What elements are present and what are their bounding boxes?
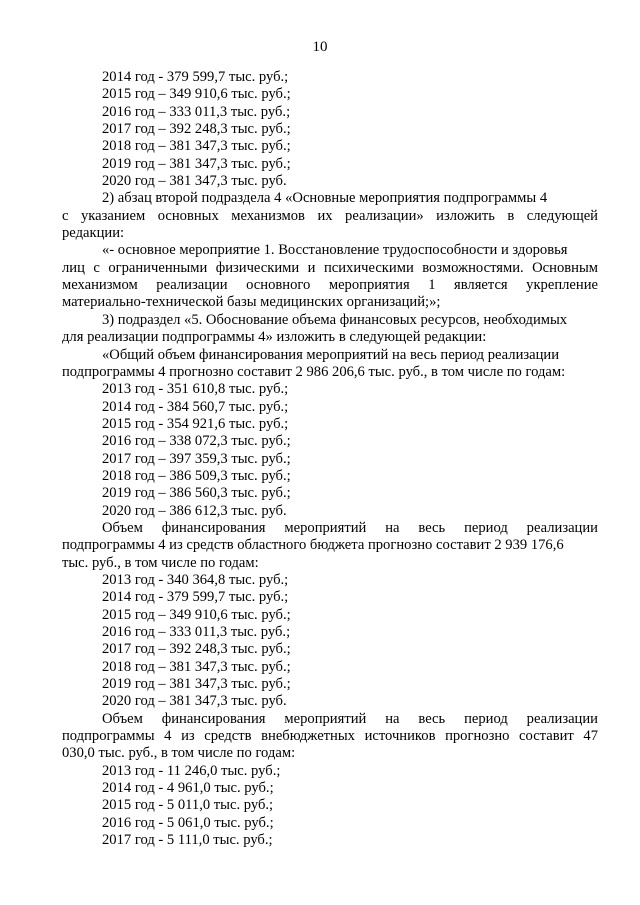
text-line: материально-технической базы медицинских организаций;»; [62,294,441,311]
text-line: с указанием основных механизмов их реализации» изложить в следующей [62,207,598,224]
text-line: подпрограммы 4 из средств областного бюджета прогнозно составит 2 939 176,6 [62,537,564,554]
text-line: 2013 год - 340 364,8 тыс. руб.; [102,571,289,588]
text-line: 2015 год - 354 921,6 тыс. руб.; [102,415,289,432]
text-line: 2016 год - 5 061,0 тыс. руб.; [102,814,274,831]
text-line: 2020 год – 381 347,3 тыс. руб. [102,173,287,190]
text-line: подпрограммы 4 прогнозно составит 2 986 206,6 тыс. руб., в том числе по годам: [62,363,566,380]
text-line: лиц с ограниченными физическими и психическими возможностями. Основным [62,259,598,276]
text-line: 2017 год - 5 111,0 тыс. руб.; [102,832,273,849]
text-line: 2018 год – 381 347,3 тыс. руб.; [102,138,291,155]
text-line: «Общий объем финансирования мероприятий на весь период реализации [102,346,560,363]
text-line: для реализации подпрограммы 4» изложить в следующей редакции: [62,329,487,346]
text-line: 2018 год – 386 509,3 тыс. руб.; [102,467,291,484]
text-line: 2015 год – 349 910,6 тыс. руб.; [102,606,291,623]
document-body [62,69,598,849]
text-line: 2017 год – 397 359,3 тыс. руб.; [102,450,291,467]
text-line: 2020 год – 386 612,3 тыс. руб. [102,502,287,519]
text-line: 2016 год – 333 011,3 тыс. руб.; [102,624,291,640]
text-line: подпрограммы 4 из средств внебюджетных источников прогнозно составит 47 [62,728,598,745]
text-line: 2014 год - 384 560,7 тыс. руб.; [102,398,289,415]
text-line: 2014 год - 4 961,0 тыс. руб.; [102,780,274,797]
text-line: 030,0 тыс. руб., в том числе по годам: [62,745,296,762]
text-line: 2016 год – 333 011,3 тыс. руб.; [102,103,291,120]
text-line: 2015 год – 349 910,6 тыс. руб.; [102,86,291,103]
text-line: редакции: [62,225,125,242]
text-line: Объем финансирования мероприятий на весь период реализации [102,519,598,536]
text-line: 2015 год - 5 011,0 тыс. руб.; [102,797,274,814]
text-line: «- основное мероприятие 1. Восстановление трудоспособности и здоровья [102,242,568,259]
text-line: 2019 год – 381 347,3 тыс. руб.; [102,676,291,693]
text-line: 2016 год – 338 072,3 тыс. руб.; [102,433,291,450]
text-line: Объем финансирования мероприятий на весь период реализации [102,710,598,727]
text-line: 2013 год - 351 610,8 тыс. руб.; [102,381,289,398]
text-line: 2019 год – 386 560,3 тыс. руб.; [102,485,291,502]
text-line: механизмом реализации основного мероприятия 1 является укрепление [62,277,598,294]
text-line: 2013 год - 11 246,0 тыс. руб.; [102,762,281,779]
text-line: 2019 год – 381 347,3 тыс. руб.; [102,155,291,172]
text-line: тыс. руб., в том числе по годам: [62,554,259,571]
text-line: 2) абзац второй подраздела 4 «Основные мероприятия подпрограммы 4 [102,190,548,207]
text-line: 2017 год – 392 248,3 тыс. руб.; [102,121,291,138]
text-line: 2014 год - 379 599,7 тыс. руб.; [102,589,289,606]
text-line: 2018 год – 381 347,3 тыс. руб.; [102,658,291,675]
text-line: 2020 год – 381 347,3 тыс. руб. [102,693,287,710]
page-number: 10 [312,39,328,55]
text-line: 2014 год - 379 599,7 тыс. руб.; [102,69,289,85]
text-line: 3) подраздел «5. Обоснование объема финансовых ресурсов, необходимых [102,311,568,328]
text-line: 2017 год – 392 248,3 тыс. руб.; [102,641,291,658]
